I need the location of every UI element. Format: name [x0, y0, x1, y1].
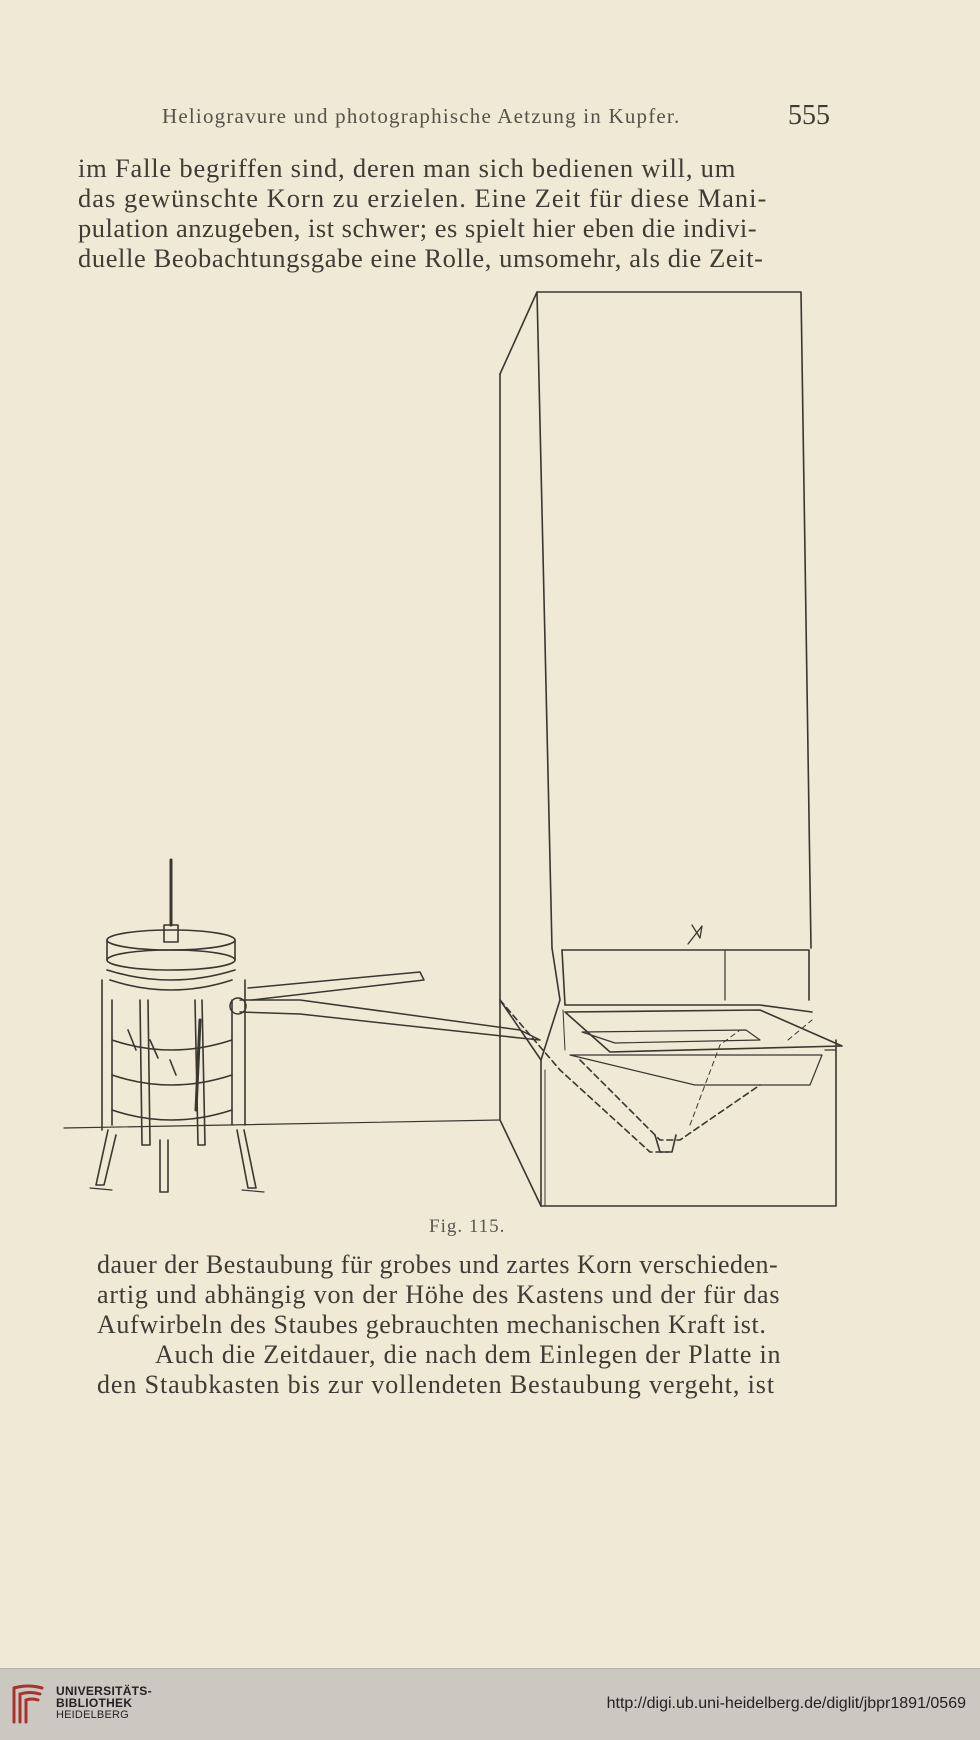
text-line: pulation anzugeben, ist schwer; es spielt hier eben die indivi- — [78, 213, 758, 243]
text-line: duelle Beobachtungsgabe eine Rolle, umsomehr, als die Zeit- — [78, 243, 764, 273]
dust-box-illustration — [500, 292, 842, 1206]
library-name-line: BIBLIOTHEK — [56, 1696, 133, 1710]
running-header: Heliogravure und photographische Aetzung in Kupfer. — [162, 104, 681, 128]
text-line: den Staubkasten bis zur vollendeten Bestaubung vergeht, ist — [97, 1370, 775, 1399]
text-line: dauer der Bestaubung für grobes und zartes Korn verschieden- — [97, 1250, 779, 1279]
text-line: im Falle begriffen sind, deren man sich bedienen will, um — [78, 153, 737, 183]
library-name-line: UNIVERSITÄTS- — [56, 1684, 152, 1698]
text-line: das gewünschte Korn zu erzielen. Eine Zeit für diese Mani- — [78, 183, 768, 213]
source-url-link[interactable]: http://digi.ub.uni-heidelberg.de/diglit/jbpr1891/0569 — [606, 1695, 966, 1712]
page-number: 555 — [788, 100, 830, 131]
text-line: artig und abhängig von der Höhe des Kastens und der für das — [97, 1280, 781, 1309]
text-line: Auch die Zeitdauer, die nach dem Einlegen der Platte in — [155, 1340, 782, 1369]
bellows-drum-illustration — [64, 860, 500, 1192]
figure-caption: Fig. 115. — [429, 1216, 506, 1237]
bellows-lever — [230, 972, 540, 1040]
text-line: Aufwirbeln des Staubes gebrauchten mechanischen Kraft ist. — [97, 1310, 767, 1339]
university-library-logo-icon — [10, 1682, 46, 1726]
library-name-line: HEIDELBERG — [56, 1709, 129, 1721]
footer-bar — [0, 1668, 980, 1740]
library-name — [56, 1685, 152, 1721]
